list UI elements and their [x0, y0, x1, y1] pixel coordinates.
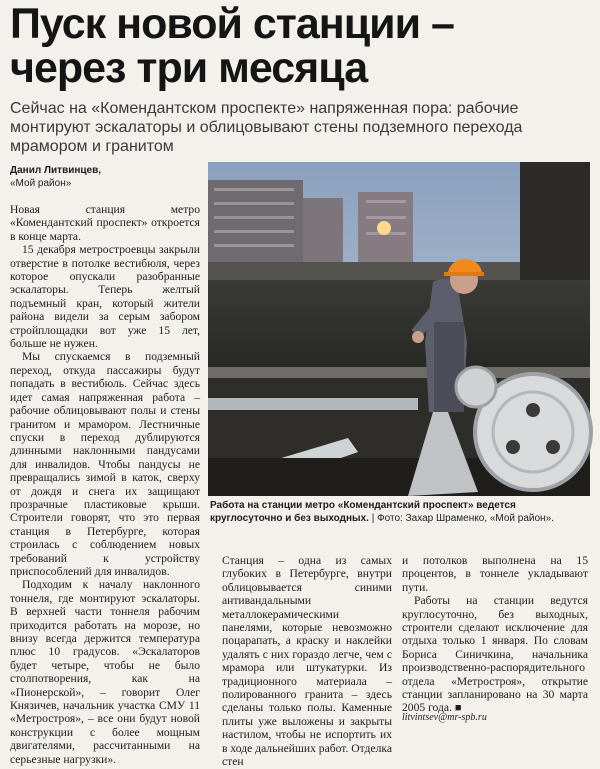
paragraph: Подходим к началу наклонного тоннеля, где монтируют эскалаторы. В верхней части тоннеля рабочим приходится работать на морозе, но внизу всегда держится температура плюс 10 градусов. «Эскалаторов будет четыре, чтобы не было столпотворения, как на «Пионерской», – говорит Олег Князичев, начальник участка СМУ 11 «Метростроя», – все они будут новой конструкции с более мощным двигателями, рассчитанными на серьезные нагрузки».: [10, 578, 200, 766]
photo-illustration: [208, 162, 590, 496]
headline-line-2: через три месяца: [10, 44, 368, 92]
headline-line-1: Пуск новой станции –: [10, 0, 454, 48]
article-column-3: [402, 554, 588, 730]
end-mark-icon: ■: [454, 702, 462, 715]
paragraph: Мы спускаемся в подземный переход, откуда пассажиры будут попадать в вестибюль. Сейчас здесь идет самая напряженная работа – рабочие облицовывают полы и стены гранитом и мрамором. Лестничные спуски в переход дублируются длинными наклонными пандусами для инвалидов. Чтобы пандусы не превращались зимой в каток, сверху от дождя и снега их защищают прозрачные пластиковые крыши. Строители говорят, что это первая станция в Петербурге, которая строилась с соблюдением новых требований к устройству приспособлений для инвалидов.: [10, 350, 200, 578]
byline: [10, 164, 200, 190]
author-email: litvintsev@mr-spb.ru: [402, 712, 487, 723]
paragraph: Новая станция метро «Комендантский проспект» откроется в конце марта.: [10, 203, 200, 243]
article-column-2: [222, 554, 392, 769]
photo-credit: | Фото: Захар Шраменко, «Мой район».: [371, 513, 554, 524]
subheading: Сейчас на «Комендантском проспекте» напряженная пора: рабочие монтируют эскалаторы и облицовывают стены подземного перехода мрамором и гранитом: [10, 100, 523, 155]
paragraph: Станция – одна из самых глубоких в Петербурге, внутри облицовывается синими антивандальными металлокерамическими панелями, которые невозможно поцарапать, а краску и наклейки удалять с них гораздо легче, чем с мрамора или штукатурки. Из традиционного материала – полированного гранита – здесь сделаны только полы. Каменные плиты уже выложены и закрыты настилом, чтобы не испортить их в ходе дальнейших работ. Отделка стен: [222, 554, 392, 769]
paragraph-text: Работы на станции ведутся круглосуточно, без выходных, строители сделают исключение для отдыха только 1 января. По словам Бориса Синичкина, начальника производственно-распорядительного отдела «Метростроя», открытие станции запланировано на 30 марта 2005 года.: [402, 594, 588, 715]
headline: [10, 2, 590, 90]
caption-text: Работа на станции метро «Комендантский проспект» ведется круглосуточно и без выходных.: [210, 500, 516, 524]
author-name: Данил Литвинцев,: [10, 165, 102, 176]
article-column-1: [10, 203, 200, 766]
construction-photo: [208, 162, 590, 496]
outlet-name: «Мой район»: [10, 178, 72, 189]
paragraph: [402, 594, 588, 716]
paragraph: и потолков выполнена на 15 процентов, в тоннеле укладывают пути.: [402, 554, 588, 594]
photo-caption: [210, 499, 588, 525]
paragraph: 15 декабря метростроевцы закрыли отверстие в потолке вестибюля, через которое опускали разобранные эскалаторы. Теперь желтый подъемный кран, который жители района видели за серым забором стройплощадки вот уже 15 лет, больше не нужен.: [10, 243, 200, 351]
